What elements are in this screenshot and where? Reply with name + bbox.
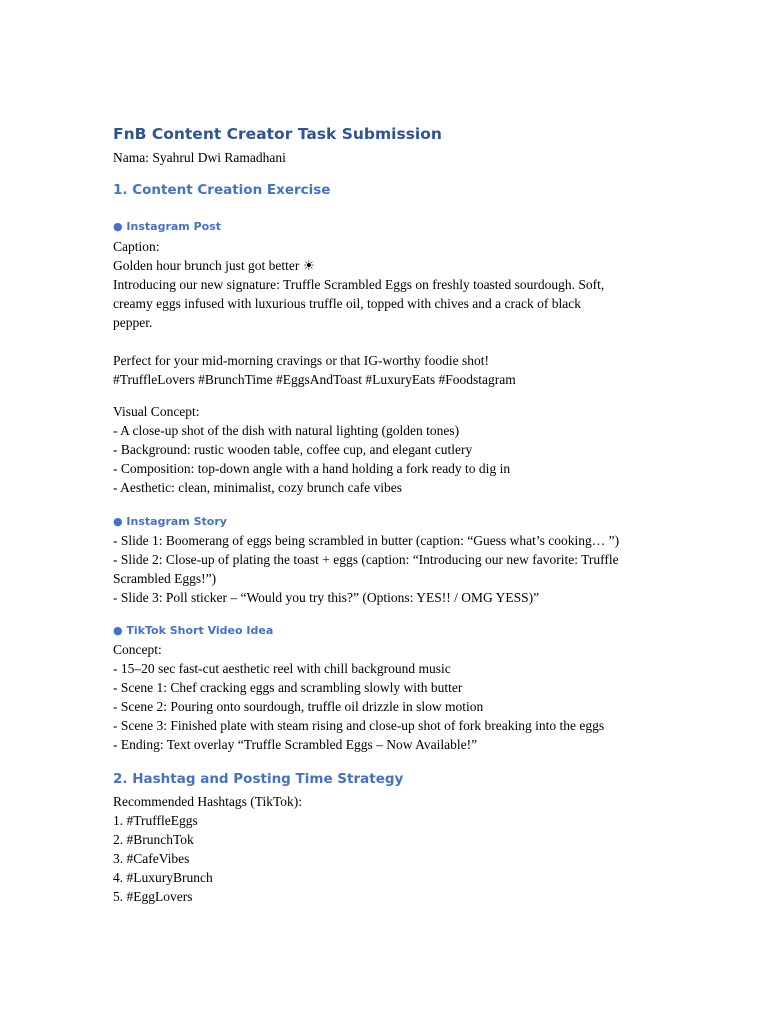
visual-concept-item: - Composition: top-down angle with a hand holding a fork ready to dig in bbox=[113, 461, 511, 476]
section-1-heading: 1. Content Creation Exercise bbox=[113, 182, 331, 198]
caption-line: Introducing our new signature: Truffle Scrambled Eggs on freshly toasted sourdough. Soft, bbox=[113, 277, 605, 292]
section-2-heading: 2. Hashtag and Posting Time Strategy bbox=[113, 771, 404, 787]
tiktok-concept-item: - Scene 3: Finished plate with steam rising and close-up shot of fork breaking into the eggs bbox=[113, 718, 605, 733]
document-title: FnB Content Creator Task Submission bbox=[113, 125, 442, 143]
tiktok-concept-item: - Scene 1: Chef cracking eggs and scrambling slowly with butter bbox=[113, 680, 463, 695]
story-slide-line: - Slide 3: Poll sticker – “Would you try this?” (Options: YES!! / OMG YESS)” bbox=[113, 590, 540, 605]
story-slide-line: - Slide 1: Boomerang of eggs being scrambled in butter (caption: “Guess what’s cooking… ”) bbox=[113, 533, 620, 548]
tiktok-concept-item: - Scene 2: Pouring onto sourdough, truffle oil drizzle in slow motion bbox=[113, 699, 484, 714]
instagram-post-heading: ● Instagram Post bbox=[113, 220, 222, 233]
hashtag-list-item: 1. #TruffleEggs bbox=[113, 813, 198, 828]
author-name-line: Nama: Syahrul Dwi Ramadhani bbox=[113, 150, 286, 165]
tiktok-concept-item: - Ending: Text overlay “Truffle Scrambled Eggs – Now Available!” bbox=[113, 737, 478, 752]
hashtag-line: #TruffleLovers #BrunchTime #EggsAndToast #LuxuryEats #Foodstagram bbox=[113, 372, 516, 387]
tiktok-concept-label: Concept: bbox=[113, 642, 162, 657]
visual-concept-label: Visual Concept: bbox=[113, 404, 200, 419]
story-slide-line: Scrambled Eggs!”) bbox=[113, 571, 217, 586]
tiktok-concept-item: - 15–20 sec fast-cut aesthetic reel with chill background music bbox=[113, 661, 451, 676]
caption-line: pepper. bbox=[113, 315, 153, 330]
visual-concept-item: - Aesthetic: clean, minimalist, cozy brunch cafe vibes bbox=[113, 480, 403, 495]
caption-line: creamy eggs infused with luxurious truffle oil, topped with chives and a crack of black bbox=[113, 296, 581, 311]
hashtag-list-item: 5. #EggLovers bbox=[113, 889, 193, 904]
caption-closing-line: Perfect for your mid-morning cravings or that IG-worthy foodie shot! bbox=[113, 353, 490, 368]
story-slide-line: - Slide 2: Close-up of plating the toast + eggs (caption: “Introducing our new favorite: Truffle bbox=[113, 552, 619, 567]
caption-line: Golden hour brunch just got better ☀ bbox=[113, 258, 315, 273]
visual-concept-item: - Background: rustic wooden table, coffee cup, and elegant cutlery bbox=[113, 442, 473, 457]
caption-label: Caption: bbox=[113, 239, 160, 254]
hashtag-list-item: 3. #CafeVibes bbox=[113, 851, 190, 866]
tiktok-heading: ● TikTok Short Video Idea bbox=[113, 624, 274, 637]
hashtags-label: Recommended Hashtags (TikTok): bbox=[113, 794, 303, 809]
visual-concept-item: - A close-up shot of the dish with natural lighting (golden tones) bbox=[113, 423, 460, 438]
hashtag-list-item: 4. #LuxuryBrunch bbox=[113, 870, 213, 885]
instagram-story-heading: ● Instagram Story bbox=[113, 515, 227, 528]
hashtag-list-item: 2. #BrunchTok bbox=[113, 832, 194, 847]
